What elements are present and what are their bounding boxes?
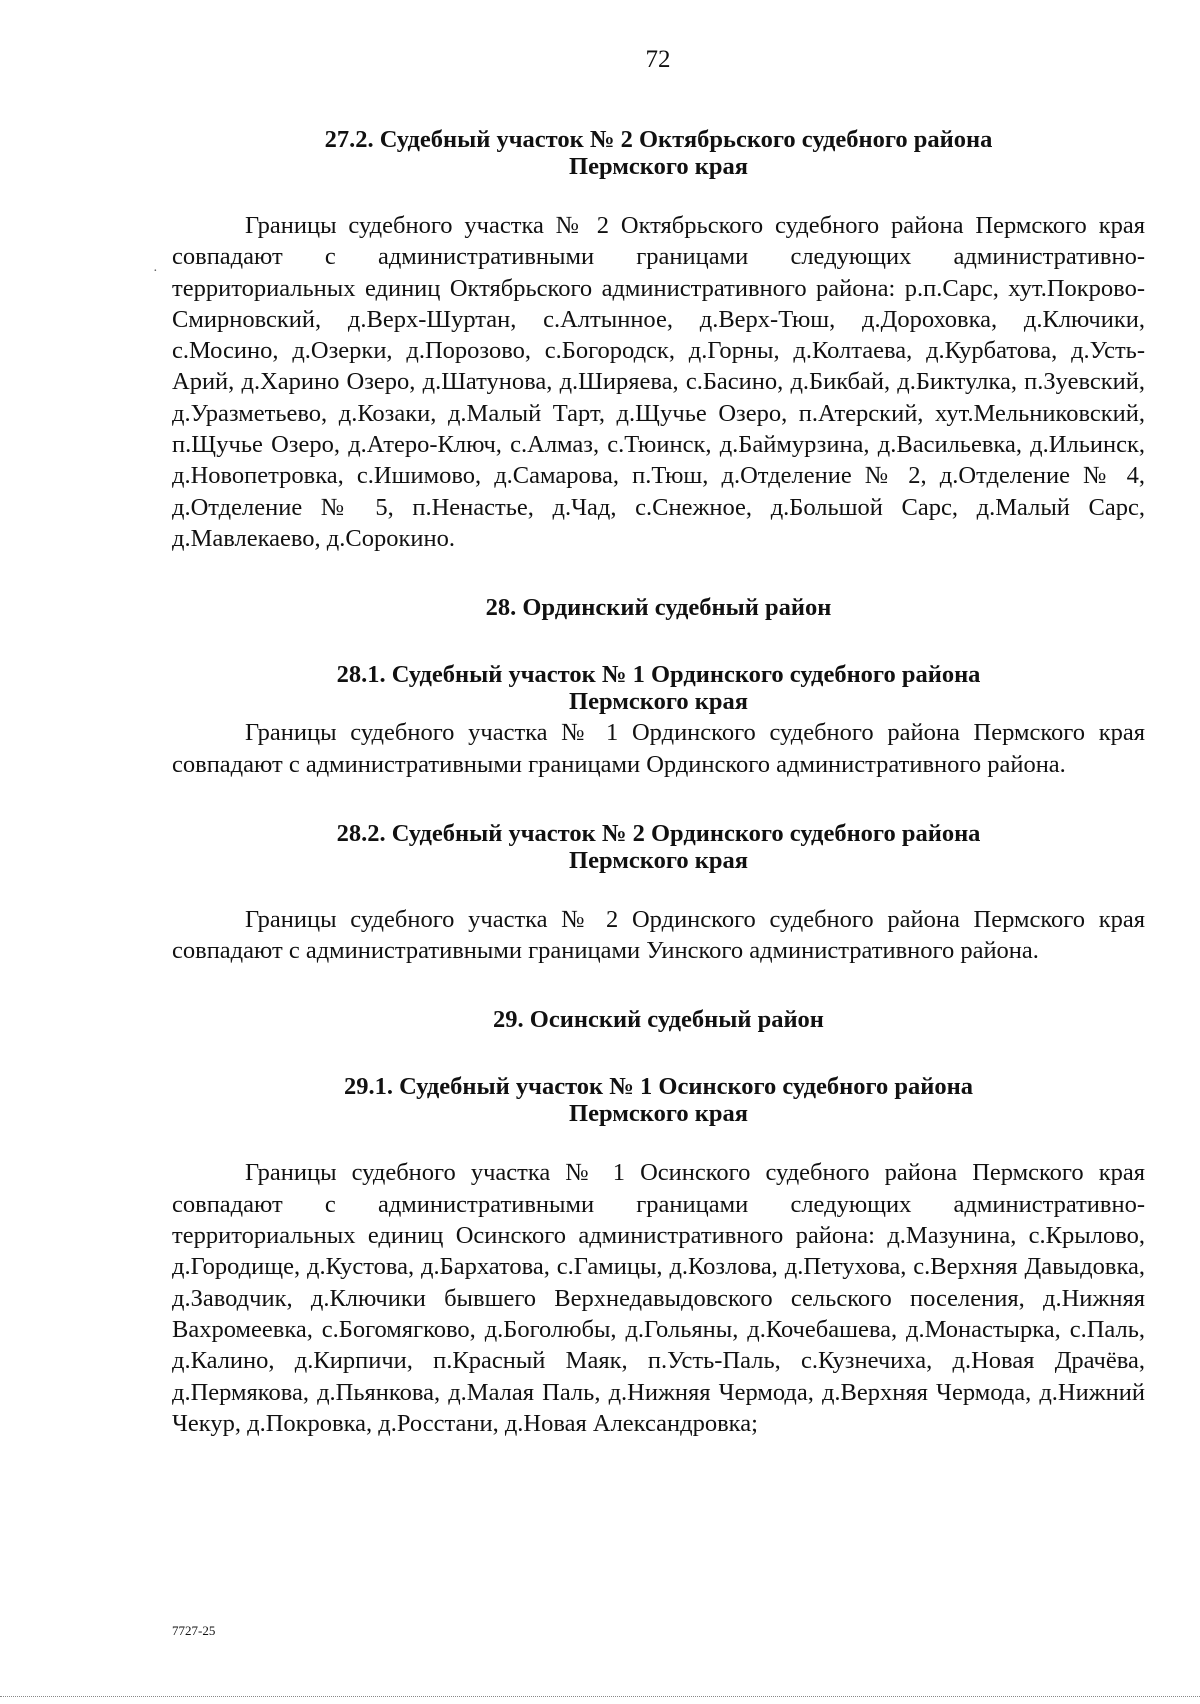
section-heading-29-1 xyxy=(172,1073,1145,1127)
page-number: 72 xyxy=(645,46,671,73)
scan-edge xyxy=(0,1696,1200,1699)
section-heading-27-2 xyxy=(172,126,1145,180)
section-paragraph-27-2: Границы судебного участка № 2 Октябрьского судебного района Пермского края совпадают с административными границами следующих административно-территориальных единиц Октябрьского административного района: р.п.Сарс, хут.Покрово-Смирновский, д.Верх-Шуртан, с.Алтынное, д.Верх-Тюш, д.Дороховка, д.Ключики, с.Мосино, д.Озерки, д.Порозово, с.Богородск, д.Горны, д.Колтаева, д.Курбатова, д.Усть-Арий, д.Харино Озеро, д.Шатунова, д.Ширяева, с.Басино, д.Бикбай, д.Биктулка, п.Зуевский, д.Уразметьево, д.Козаки, д.Малый Тарт, д.Щучье Озеро, п.Атерский, хут.Мельниковский, п.Щучье Озеро, д.Атеро-Ключ, с.Алмаз, с.Тюинск, д.Баймурзина, д.Васильевка, д.Ильинск, д.Новопетровка, с.Ишимово, д.Самарова, п.Тюш, д.Отделение № 2, д.Отделение № 4, д.Отделение № 5, п.Ненастье, д.Чад, с.Снежное, д.Большой Сарс, д.Малый Сарс, д.Мавлекаево, д.Сорокино. xyxy=(172,212,1145,552)
heading-line: Пермского края xyxy=(569,846,748,874)
heading-line: Пермского края xyxy=(569,153,748,180)
heading-line: 28.2. Судебный участок № 2 Ординского судебного района xyxy=(336,819,981,847)
heading-line: 27.2. Судебный участок № 2 Октябрьского судебного района xyxy=(324,126,993,153)
section-paragraph-29-1: Границы судебного участка № 1 Осинского судебного района Пермского края совпадают с административными границами следующих административно-территориальных единиц Осинского административного района: д.Мазунина, с.Крылово, д.Городище, д.Кустова, д.Бархатова, с.Гамицы, д.Козлова, д.Петухова, с.Верхняя Давыдовка, д.Заводчик, д.Ключики бывшего Верхнедавыдовского сельского поселения, д.Нижняя Вахромеевка, с.Богомягково, д.Боголюбы, д.Гольяны, д.Кочебашева, д.Монастырка, с.Паль, д.Калино, д.Кирпичи, п.Красный Маяк, п.Усть-Паль, с.Кузнечиха, д.Новая Драчёва, д.Пермякова, д.Пьянкова, д.Малая Паль, д.Нижняя Чермода, д.Верхняя Чермода, д.Нижний Чекур, д.Покровка, д.Росстани, д.Новая Александровка; xyxy=(172,1159,1145,1437)
heading-line: Пермского края xyxy=(569,688,748,716)
heading-line: 28.1. Судебный участок № 1 Ординского судебного района xyxy=(336,661,981,689)
margin-mark: · xyxy=(153,264,158,279)
heading-line: 29.1. Судебный участок № 1 Осинского судебного района xyxy=(343,1073,974,1101)
heading-line: 28. Ординский судебный район xyxy=(485,594,832,622)
district-heading-28 xyxy=(172,594,1145,621)
section-heading-28-2 xyxy=(172,820,1145,874)
footer-code: 7727-25 xyxy=(172,1623,216,1638)
section-paragraph-28-1: Границы судебного участка № 1 Ординского судебного района Пермского края совпадают с административными границами Ординского административного района. xyxy=(172,719,1145,778)
document-body xyxy=(172,126,1145,1439)
section-paragraph-28-2: Границы судебного участка № 2 Ординского судебного района Пермского края совпадают с административными границами Уинского административного района. xyxy=(172,905,1145,965)
district-heading-29 xyxy=(172,1006,1145,1033)
heading-line: 29. Осинский судебный район xyxy=(493,1006,824,1034)
section-heading-28-1 xyxy=(172,661,1145,715)
heading-line: Пермского края xyxy=(569,1100,748,1128)
